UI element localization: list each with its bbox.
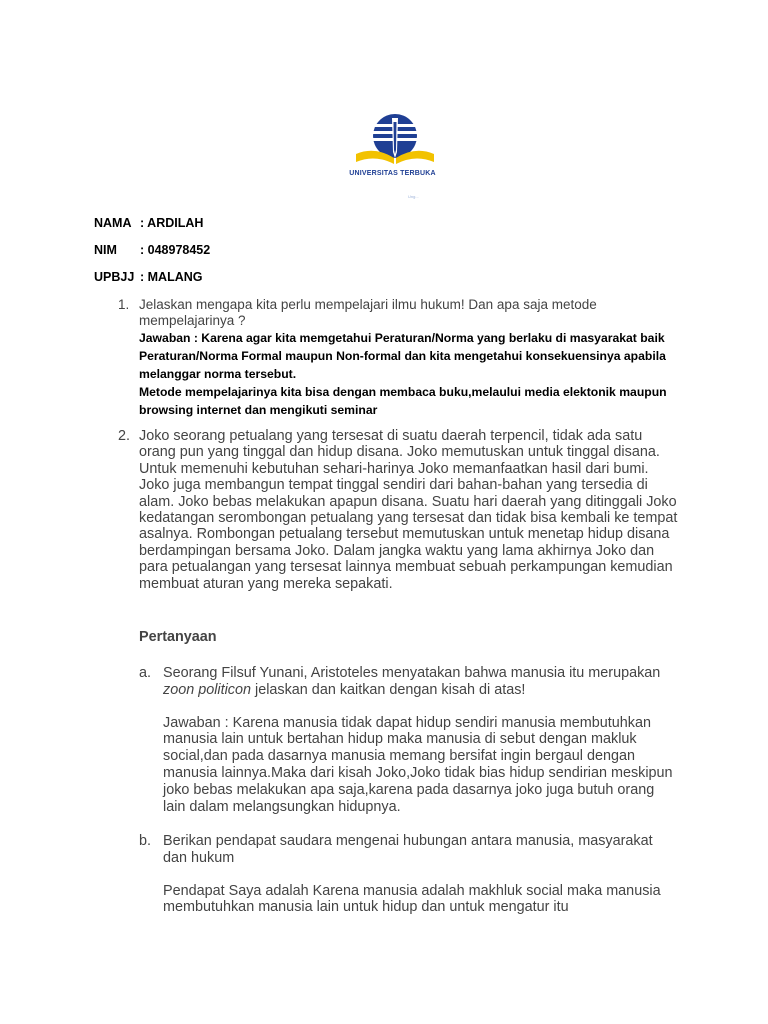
sub-question-letter: a. <box>139 665 152 681</box>
field-upbjj <box>94 270 203 284</box>
university-name: UNIVERSITAS TERBUKA <box>349 170 436 177</box>
sub-answer-b: Pendapat Saya adalah Karena manusia adalah makhluk social maka manusia membutuhkan manusia lain untuk hidup dan untuk mengatur itu <box>163 882 661 916</box>
university-emblem-icon <box>350 112 440 170</box>
sub-answer-a: Jawaban : Karena manusia tidak dapat hidup sendiri manusia membutuhkan manusia lain untuk bertahan hidup maka manusia di sebut dengan makluk social,dan pada dasarnya manusia memang bersifat ingin bergaul dengan manusia lainnya.Maka dari kisah Joko,Joko tidak bias hidup sendirian meskipun joko bebas melakukan apa saja,karena pada dasarnya joko juga butuh orang lain dalam melangsungkan hidupnya. <box>163 714 673 815</box>
pertanyaan-heading: Pertanyaan <box>139 629 217 645</box>
question-1 <box>118 297 678 419</box>
field-label: NAMA <box>94 216 132 230</box>
field-label: UPBJJ <box>94 270 135 284</box>
question-2 <box>118 428 678 592</box>
sub-question-text: Seorang Filsuf Yunani, Aristoteles menyatakan bahwa manusia itu merupakan zoon politicon jelaskan dan kaitkan dengan kisah di atas! <box>163 665 661 698</box>
field-value: : MALANG <box>140 270 203 284</box>
question-number: 2. <box>118 428 131 444</box>
field-value: : 048978452 <box>140 243 211 257</box>
question-number: 1. <box>118 297 130 312</box>
field-nama <box>94 216 203 230</box>
story-text: Joko seorang petualang yang tersesat di suatu daerah terpencil, tidak ada satu orang pun yang tinggal dan hidup disana. Joko memutuskan untuk tinggal disana. Untuk memenuhi kebutuhan sehari-harinya Joko memanfaatkan hasil dari bumi. Joko juga membangun tempat tinggal sendiri dari bahan-bahan yang tersedia di alam. Joko bebas melakukan apapun disana. Suatu hari daerah yang ditinggali Joko kedatangan serombongan petualang yang tersesat dan tidak bisa kembali ke tempat asalnya. Rombongan petualang tersebut memutuskan untuk menetap hidup disana berdampingan bersama Joko. Dalam jangka waktu yang lama akhirnya Joko dan para petualangan yang tersesat lainnya membuat sebuah perkampungan kemudian membuat aturan yang mereka sepakati. <box>139 428 678 592</box>
logo-subtext: Ung... <box>408 194 419 199</box>
sub-question-a <box>139 665 679 815</box>
university-logo <box>350 112 440 170</box>
answer-1-method: Metode mempelajarinya kita bisa dengan membaca buku,melaului media elektonik maupun browsing internet dan mengikuti seminar <box>139 385 667 417</box>
field-label: NIM <box>94 243 117 257</box>
field-value: : ARDILAH <box>140 216 204 230</box>
question-text: Jelaskan mengapa kita perlu mempelajari ilmu hukum! Dan apa saja metode mempelajarinya ? <box>139 297 597 328</box>
sub-question-letter: b. <box>139 833 152 849</box>
sub-question-text: Berikan pendapat saudara mengenai hubungan antara manusia, masyarakat dan hukum <box>163 833 653 866</box>
sub-question-b <box>139 833 679 916</box>
answer-1-reason: Jawaban : Karena agar kita memgetahui Peraturan/Norma yang berlaku di masyarakat baik Peraturan/Norma Formal maupun Non-formal dan kita mengetahui konsekuensinya apabila melanggar norma tersebut. <box>139 331 666 381</box>
field-nim <box>94 243 210 257</box>
